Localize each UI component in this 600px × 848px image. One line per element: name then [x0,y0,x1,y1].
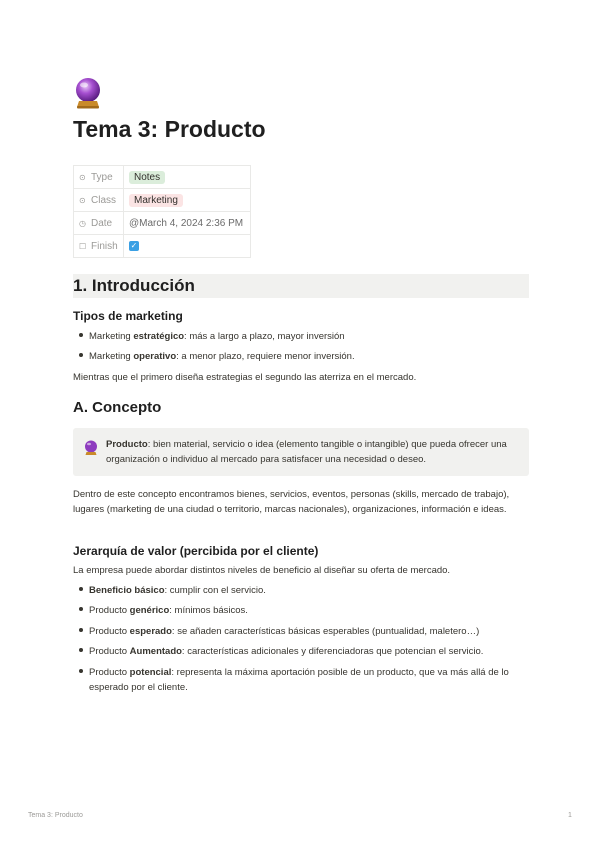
list-item: Producto esperado: se añaden características básicas esperables (puntualidad, maletero…) [79,624,527,639]
subheading-jerarquia: Jerarquía de valor (percibida por el cliente) [73,544,319,558]
class-tag[interactable]: Marketing [129,194,183,207]
list-item: Producto genérico: mínimos básicos. [79,603,527,618]
paragraph-jerarquia: La empresa puede abordar distintos niveles de beneficio al diseñar su oferta de mercado. [73,565,451,576]
properties-table [73,165,251,258]
callout-producto [73,428,529,476]
section-heading-introduccion: 1. Introducción [73,274,529,298]
property-key: Date [91,217,113,229]
crystal-ball-icon [73,77,103,109]
list-item: Producto potencial: representa la máxima aportación posible de un producto, que va más allá de lo esperado por el cliente. [79,665,527,695]
date-value[interactable]: @March 4, 2024 2:36 PM [129,217,244,229]
list-item: Beneficio básico: cumplir con el servicio. [79,583,527,598]
property-key: Type [91,171,113,183]
property-row-type [74,166,251,189]
property-icon: ⊙ [79,195,86,205]
checkbox-icon[interactable]: ✓ [130,240,138,250]
page-title: Tema 3: Producto [73,116,266,142]
property-row-class [74,189,251,212]
footer-title: Tema 3: Producto [28,812,83,819]
property-row-finish [74,235,251,258]
subheading-tipos: Tipos de marketing [73,309,183,323]
paragraph-tipos: Mientras que el primero diseña estrategias el segundo las aterriza en el mercado. [73,372,417,383]
list-item: Marketing estratégico: más a largo a plazo, mayor inversión [79,329,527,344]
crystal-ball-icon [83,440,99,456]
section-heading-concepto: A. Concepto [73,399,162,416]
list-item: Producto Aumentado: características adicionales y diferenciadoras que potencian el servicio. [79,644,527,659]
property-key: Class [91,194,117,206]
checkbox-property-icon: ☐ [79,241,87,251]
type-tag[interactable]: Notes [129,171,165,184]
paragraph-concepto: Dentro de este concepto encontramos bienes, servicios, eventos, personas (skills, mercado de trabajo), lugares (marketing de una ciudad o territorio, marcas nacionales), organizaciones, información e ideas. [73,489,510,515]
property-icon: ⊙ [79,172,86,182]
clock-icon: ◷ [79,218,86,228]
property-row-date [74,212,251,235]
footer-page-number: 1 [568,812,572,819]
callout-text: Producto: bien material, servicio o idea (elemento tangible o intangible) que pueda ofrecer una organización o individuo al mercado para satisfacer una necesidad o deseo. [106,439,507,465]
property-key: Finish [91,240,118,252]
list-item: Marketing operativo: a menor plazo, requiere menor inversión. [79,349,527,364]
